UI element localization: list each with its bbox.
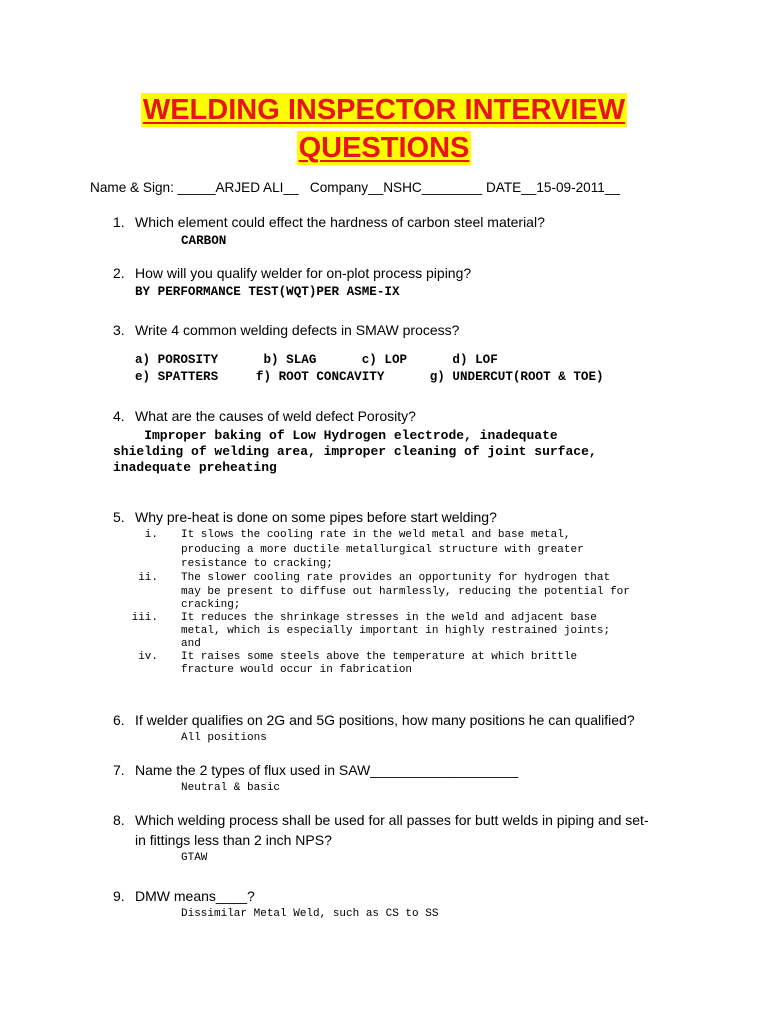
question-number: 6. <box>113 712 125 728</box>
reason-number: i. <box>144 529 158 541</box>
question-number: 1. <box>113 214 125 230</box>
reason-line: producing a more ductile metallurgical structure with greater <box>181 544 584 556</box>
title-line-1-wrap <box>0 93 768 127</box>
answer-text: CARBON <box>181 234 227 248</box>
reason-line: It raises some steels above the temperature at which brittle <box>181 651 578 663</box>
question-text: If welder qualifies on 2G and 5G positions, how many positions he can qualified? <box>135 712 635 728</box>
question-text: How will you qualify welder for on-plot process piping? <box>135 265 472 281</box>
question-text: What are the causes of weld defect Porosity? <box>135 408 416 424</box>
question-text-continued: in fittings less than 2 inch NPS? <box>135 832 332 848</box>
question-text: Write 4 common welding defects in SMAW process? <box>135 322 460 338</box>
question-text: Which element could effect the hardness of carbon steel material? <box>135 214 545 230</box>
question-number: 9. <box>113 888 125 904</box>
reason-line: and <box>181 638 201 650</box>
question-text: DMW means____? <box>135 888 255 904</box>
question-text: Name the 2 types of flux used in SAW___________________ <box>135 762 519 778</box>
answer-line: Improper baking of Low Hydrogen electrode, inadequate <box>113 428 558 443</box>
answer-text: BY PERFORMANCE TEST(WQT)PER ASME-IX <box>135 285 400 299</box>
reason-number: iii. <box>131 612 158 624</box>
reason-line: It reduces the shrinkage stresses in the weld and adjacent base <box>181 612 597 624</box>
reason-line: fracture would occur in fabrication <box>181 664 413 676</box>
defects-row-2: e) SPATTERS f) ROOT CONCAVITY g) UNDERCUT(ROOT & TOE) <box>135 370 604 384</box>
question-number: 8. <box>113 812 125 828</box>
answer-text: Dissimilar Metal Weld, such as CS to SS <box>181 908 439 920</box>
answer-text: All positions <box>181 732 267 744</box>
reason-line: may be present to diffuse out harmlessly, reducing the potential for <box>181 586 630 598</box>
question-text: Why pre-heat is done on some pipes before start welding? <box>135 509 497 525</box>
question-number: 2. <box>113 265 125 281</box>
answer-text: GTAW <box>181 852 208 864</box>
question-number: 5. <box>113 509 125 525</box>
answer-text: Neutral & basic <box>181 782 281 794</box>
defects-row-1: a) POROSITY b) SLAG c) LOP d) LOF <box>135 353 498 367</box>
question-number: 4. <box>113 408 125 424</box>
reason-line: cracking; <box>181 599 241 611</box>
reason-line: It slows the cooling rate in the weld metal and base metal, <box>181 529 571 541</box>
page-title-line-1: WELDING INSPECTOR INTERVIEW <box>142 94 626 126</box>
question-number: 7. <box>113 762 125 778</box>
reason-number: ii. <box>138 572 158 584</box>
reason-line: resistance to cracking; <box>181 558 333 570</box>
answer-line: inadequate preheating <box>113 460 277 475</box>
reason-number: iv. <box>138 651 158 663</box>
page-title-line-2: QUESTIONS <box>298 132 470 164</box>
question-text: Which welding process shall be used for all passes for butt welds in piping and set- <box>135 812 649 828</box>
name-company-date-line: Name & Sign: _____ARJED ALI__ Company__NSHC________ DATE__15-09-2011__ <box>90 180 620 195</box>
question-number: 3. <box>113 322 125 338</box>
reason-line: metal, which is especially important in highly restrained joints; <box>181 625 611 637</box>
reason-line: The slower cooling rate provides an opportunity for hydrogen that <box>181 572 611 584</box>
title-line-2-wrap <box>0 131 768 165</box>
answer-line: shielding of welding area, improper cleaning of joint surface, <box>113 444 597 459</box>
